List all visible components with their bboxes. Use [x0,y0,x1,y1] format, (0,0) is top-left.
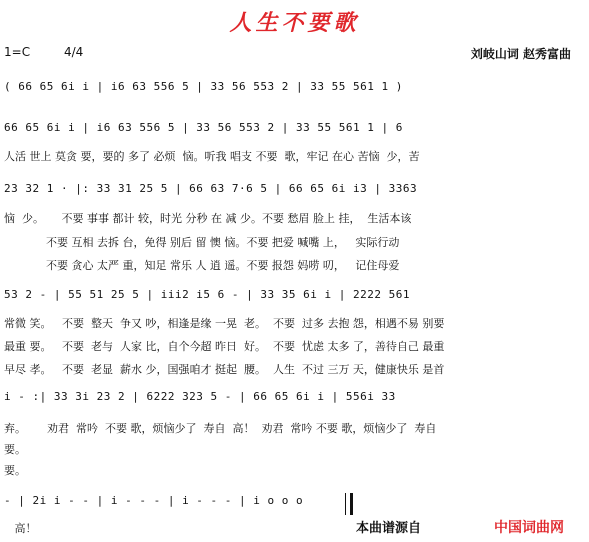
intro-notes: ( 66 65 6i i | i6 63 556 5 | 33 56 553 2 | 33 55 561 1 ) [4,80,403,93]
lyric-verse: 恼 少。 不要 事事 都计 较，时光 分秒 在 减 少。不要 愁眉 脸上 挂， 生活本该 [4,212,412,225]
time-signature: 4/4 [64,45,84,59]
lyrics-line-2a [0,210,589,232]
lyrics-line-4c [0,462,589,484]
lyric-verse: 要。 [4,464,26,477]
intro-row [0,80,589,102]
score-line-5 [0,494,589,516]
final-barline-thick [350,493,353,515]
source-text: 本曲谱源自 [356,521,422,536]
lyrics-line-1 [0,148,589,170]
lyric-verse: 早尽 孝。 不要 老显 薪水 少，国强咱才 挺起 腰。 人生 不过 三万 天，健康快乐 是首 [4,363,445,376]
song-title: 人生不要歌 [229,10,360,36]
score-line-1 [0,121,589,143]
key-signature: 1=C [4,45,31,59]
score-line-3 [0,288,589,310]
notes-line-2: 23 32 1 · |: 33 31 25 5 | 66 63 7·6 5 | 66 65 6i i3 | 3363 [4,182,418,195]
lyrics-line-3c [0,361,589,383]
lyrics-line-3b [0,338,589,360]
lyric-verse: 最重 要。 不要 老与 人家 比，自个今超 昨日 好。 不要 忧虑 太多 了，善待自己 最重 [4,340,445,353]
notes-line-4: i - :| 33 3i 23 2 | 6222 323 5 - | 66 65 6i i | 556i 33 [4,390,396,403]
notes-line-5: - | 2i i - - | i - - - | i - - - | i o o o [4,494,304,507]
notes-line-3: 53 2 - | 55 51 25 5 | iii2 i5 6 - | 33 35 6i i | 2222 561 [4,288,410,301]
lyrics-line-4b [0,441,589,463]
lyric-verse: 高！ [4,522,37,535]
lyrics-line-3a [0,315,589,337]
site-link[interactable]: 中国词曲网 [494,520,564,536]
score-line-4 [0,390,589,412]
final-barline-thin [345,493,346,515]
credits: 刘岐山词 赵秀富曲 [470,47,571,61]
lyric-verse: 弃。 劝君 常吟 不要 歌，烦恼少了 寿自 高！ 劝君 常吟 不要 歌，烦恼少了 寿自 [4,422,437,435]
score-line-2 [0,182,589,204]
lyrics-line-2b [0,234,589,256]
lyric-verse: 常微 笑。 不要 整天 争又 吵，相逢是缘 一晃 老。 不要 过多 去抱 怨，相遇不易 别要 [4,317,445,330]
lyrics-line-2c [0,257,589,279]
lyric-verse: 人活 世上 莫贪 要，要的 多了 必烦 恼。听我 唱支 不要 歌，牢记 在心 苦恼 少，苦 [4,150,420,163]
lyric-verse: 不要 贪心 太严 重，知足 常乐 人 逍 遥。不要 报怨 妈唠 叨， 记住母爱 [4,259,400,272]
lyrics-line-4a [0,420,589,442]
lyric-verse: 要。 [4,443,26,456]
notes-line-1: 66 65 6i i | i6 63 556 5 | 33 56 553 2 | 33 55 561 1 | 6 [4,121,403,134]
lyric-verse: 不要 互相 去拆 台，免得 别后 留 懊 恼。不要 把爱 喊嘴 上， 实际行动 [4,236,400,249]
